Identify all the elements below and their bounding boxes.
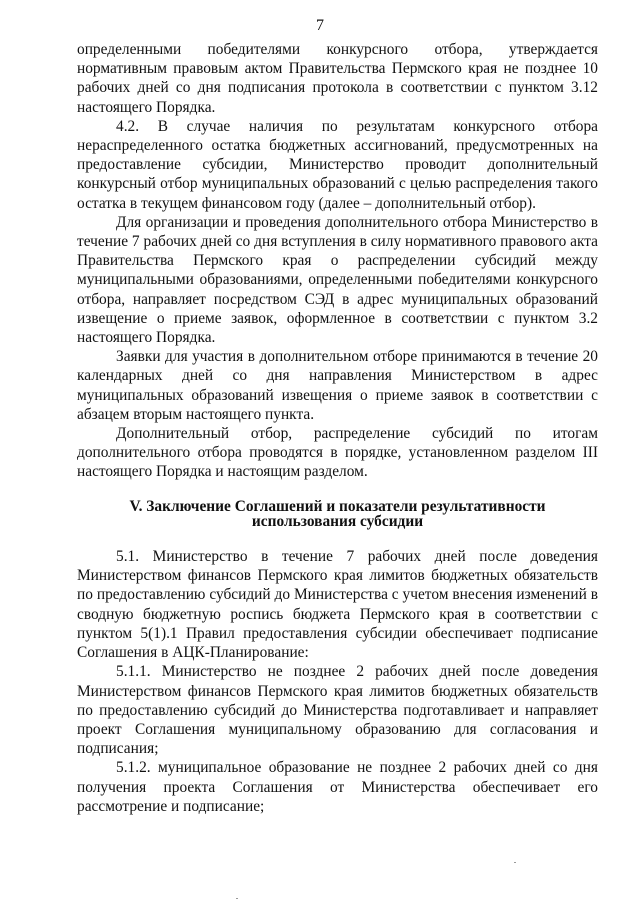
scan-speck (514, 862, 516, 863)
page-number: 7 (316, 17, 324, 34)
paragraph-5-1: 5.1. Министерство в течение 7 рабочих дней после доведения Министерством финансов Пермского края лимитов бюджетных обязательств по предоставлению субсидий до Министерства с учетом внесения изменений в сводную бюджетную роспись бюджета Пермского края в соответствии с пунктом 5(1).1 Правил предоставления субсидии обеспечивает подписание Соглашения в АЦК-Планирование: (77, 548, 598, 662)
paragraph-4-2: 4.2. В случае наличия по результатам конкурсного отбора нераспределенного остатка бюджетных ассигнований, предусмотренных на предоставление субсидии, Министерство проводит дополнительный конкурсный отбор муниципальных образований с целью распределения такого остатка в текущем финансовом году (далее – дополнительный отбор). (77, 117, 598, 212)
paragraph-applications-deadline: Заявки для участия в дополнительном отборе принимаются в течение 20 календарных дней со дня направления Министерством в адрес муниципальных образований извещения о приеме заявок в соответствии с абзацем вторым настоящего пункта. (77, 348, 598, 423)
section-heading-line-2: использования субсидии (251, 512, 424, 530)
section-heading-line-1: V. Заключение Соглашений и показатели результативности (129, 497, 546, 515)
paragraph-5-1-1: 5.1.1. Министерство не позднее 2 рабочих дней после доведения Министерством финансов Пермского края лимитов бюджетных обязательств по предоставлению субсидий до Министерства подготавливает и направляет проект Соглашения муниципальному образованию для согласования и подписания; (77, 663, 598, 758)
paragraph-distribution-procedure: Дополнительный отбор, распределение субсидий по итогам дополнительного отбора проводятся в порядке, установленном разделом III настоящего Порядка и настоящим разделом. (77, 425, 598, 481)
scan-speck (236, 898, 238, 899)
paragraph-continuation: определенными победителями конкурсного отбора, утверждается нормативным правовым актом Правительства Пермского края не позднее 10 рабочих дней со дня подписания протокола в соответствии с пунктом 3.12 настоящего Порядка. (77, 41, 598, 116)
document-body (77, 40, 598, 816)
paragraph-5-1-2: 5.1.2. муниципальное образование не позднее 2 рабочих дней со дня получения проекта Соглашения от Министерства обеспечивает его рассмотрение и подписание; (77, 759, 598, 815)
section-v-heading (77, 499, 598, 529)
paragraph-additional-selection-organization: Для организации и проведения дополнительного отбора Министерство в течение 7 рабочих дней со дня вступления в силу нормативного правового акта Правительства Пермского края о распределении субсидий между муниципальными образованиями, определенными победителями конкурсного отбора, направляет посредством СЭД в адрес муниципальных образований извещение о приеме заявок, оформленное в соответствии с пунктом 3.2 настоящего Порядка. (77, 213, 598, 347)
